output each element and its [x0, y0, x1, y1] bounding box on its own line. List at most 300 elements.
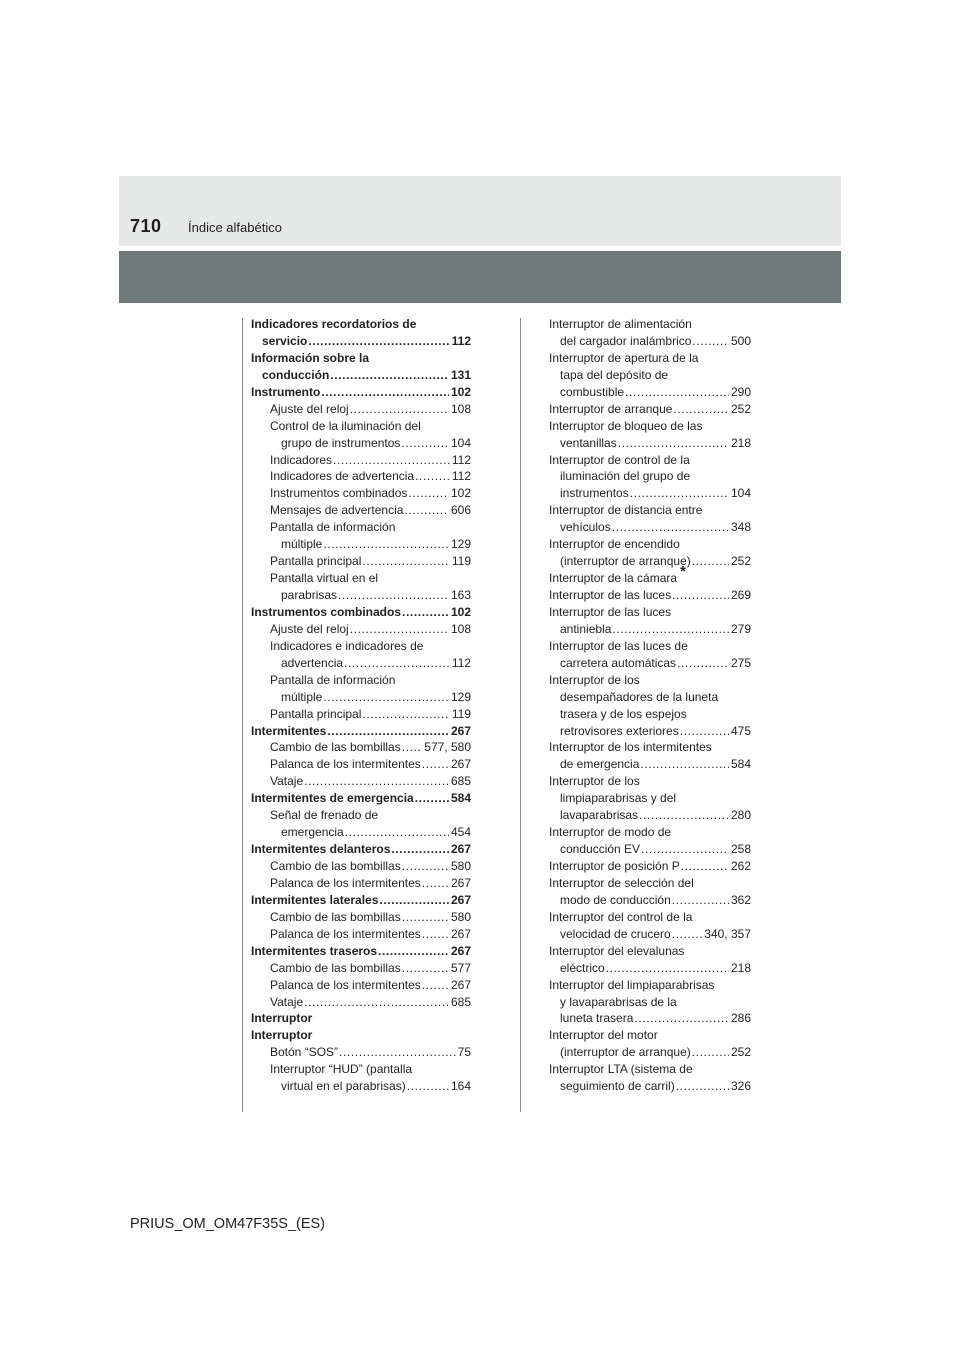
index-entry-page: 108	[450, 621, 471, 636]
index-entry-text: Interruptor de control de la	[549, 452, 690, 467]
index-entry-text: Interruptor de arranque	[549, 401, 673, 416]
index-entry-page: 685	[450, 994, 471, 1009]
index-entry	[549, 807, 751, 824]
dot-leader	[625, 384, 729, 401]
dot-leader	[338, 587, 449, 604]
index-entry	[549, 739, 751, 756]
index-entry-text: Instrumentos combinados	[251, 604, 402, 619]
dot-leader	[612, 621, 729, 638]
index-entry-page: 348	[730, 520, 751, 535]
index-entry-text: Palanca de los intermitentes	[270, 757, 421, 772]
index-entry	[549, 536, 751, 553]
index-entry	[251, 587, 471, 604]
index-entry	[251, 452, 471, 469]
index-entry-page: 267	[450, 875, 471, 890]
index-entry-text: Interruptor de bloqueo de las	[549, 418, 703, 433]
index-entry	[549, 587, 751, 604]
dot-leader	[640, 756, 729, 773]
index-column-left	[251, 316, 471, 1095]
index-entry-text: Intermitentes	[251, 723, 327, 738]
index-entry-text: Interruptor	[251, 1011, 313, 1026]
index-entry-text: desempañadores de la luneta	[560, 689, 719, 704]
index-entry-text: emergencia	[281, 825, 344, 840]
index-entry	[549, 367, 751, 384]
index-entry-text: instrumentos	[560, 486, 629, 501]
index-entry	[549, 858, 751, 875]
index-entry-text: Instrumentos combinados	[270, 486, 408, 501]
index-entry	[251, 672, 471, 689]
index-entry-page: 580	[450, 909, 471, 924]
dot-leader	[692, 333, 729, 350]
index-entry-page: 112	[451, 469, 471, 484]
index-entry-text: ventanillas	[560, 435, 617, 450]
index-entry-page: 258	[730, 842, 751, 857]
index-entry-text: Interruptor de distancia entre	[549, 503, 703, 518]
index-entry-page: 108	[450, 401, 471, 416]
index-entry	[549, 977, 751, 994]
index-entry	[549, 926, 751, 943]
index-entry-text: trasera y de los espejos	[560, 706, 687, 721]
index-entry-page: 252	[730, 1045, 751, 1060]
index-entry-text: Control de la iluminación del	[270, 418, 421, 433]
index-entry	[251, 689, 471, 706]
index-entry-page: 580	[450, 859, 471, 873]
index-entry	[251, 435, 471, 452]
dot-leader	[672, 892, 729, 909]
index-entry-page: 75	[457, 1045, 471, 1060]
index-entry	[549, 943, 751, 960]
index-entry-text: Interruptor de las luces de	[549, 638, 688, 653]
index-entry	[549, 875, 751, 892]
index-entry-text: iluminación del grupo de	[560, 469, 691, 484]
index-entry-page: 606	[450, 503, 471, 518]
index-entry-page: 286	[730, 1011, 751, 1026]
index-entry	[251, 502, 471, 519]
dot-leader	[323, 536, 449, 553]
index-entry	[251, 1061, 471, 1078]
dot-leader	[333, 452, 450, 469]
index-entry-page: 267	[450, 842, 471, 857]
index-entry-page: 112	[451, 333, 471, 348]
index-entry-page: 584	[450, 791, 471, 806]
index-entry	[549, 418, 751, 435]
index-entry-page: 131	[450, 367, 471, 382]
index-entry	[251, 892, 471, 909]
index-entry-text: eléctrico	[560, 960, 605, 975]
index-entry	[549, 892, 751, 909]
dot-leader	[422, 875, 449, 892]
index-entry-page: 685	[450, 774, 471, 789]
index-entry-text: Botón “SOS”	[270, 1045, 339, 1060]
dot-leader	[402, 909, 449, 926]
index-entry-text: Interruptor de encendido	[549, 537, 680, 552]
index-entry-text: Interruptor del limpiaparabrisas	[549, 977, 715, 992]
index-entry	[549, 706, 751, 723]
index-entry-page: 454	[450, 825, 471, 840]
index-entry-page: 218	[730, 960, 751, 975]
index-entry-text: Intermitentes traseros	[251, 943, 378, 958]
index-entry-text: Indicadores de advertencia	[270, 469, 415, 484]
index-entry-text: limpiaparabrisas y del	[560, 791, 677, 806]
index-entry-text: Pantalla principal	[270, 554, 362, 569]
index-entry	[549, 655, 751, 672]
index-entry	[549, 1044, 751, 1061]
index-entry	[251, 638, 471, 655]
index-entry-text: Interruptor de modo de	[549, 825, 672, 840]
index-entry-text: Cambio de las bombillas	[270, 859, 401, 873]
index-entry-page: 112	[451, 655, 471, 670]
index-entry-page: 119	[451, 706, 471, 721]
index-entry-text: lavaparabrisas	[560, 808, 639, 823]
dot-leader	[391, 841, 449, 858]
index-entry-text: Interruptor de apertura de la	[549, 350, 699, 365]
index-entry-text: Intermitentes laterales	[251, 892, 379, 907]
dot-leader	[415, 468, 450, 485]
index-entry-page: 340, 357	[704, 926, 751, 941]
index-entry	[251, 756, 471, 773]
index-entry	[251, 401, 471, 418]
index-entry-text: Indicadores recordatorios de	[251, 317, 417, 331]
index-entry-page: 269	[730, 588, 751, 602]
index-entry	[251, 604, 471, 621]
dot-leader	[362, 706, 449, 723]
index-entry	[251, 468, 471, 485]
index-entry	[251, 943, 471, 960]
index-entry	[251, 875, 471, 892]
index-entry	[251, 858, 471, 875]
dot-leader	[672, 587, 729, 604]
index-entry	[251, 807, 471, 824]
index-entry-page: 362	[730, 892, 751, 907]
index-entry	[549, 452, 751, 469]
index-entry	[251, 367, 471, 384]
dot-leader	[634, 1010, 729, 1027]
index-entry-text: tapa del depósito de	[560, 367, 669, 382]
dot-leader	[344, 655, 450, 672]
index-entry	[251, 909, 471, 926]
dot-leader	[612, 519, 729, 536]
index-entry-text: Interruptor de posición P	[549, 859, 680, 873]
index-entry	[549, 994, 751, 1011]
index-entry	[549, 841, 751, 858]
index-entry	[251, 333, 471, 350]
page-number: 710	[130, 216, 162, 236]
index-entry-text: múltiple	[281, 537, 323, 552]
dot-leader	[676, 1078, 729, 1095]
index-entry	[549, 384, 751, 401]
index-entry	[549, 638, 751, 655]
index-entry-page: 267	[450, 943, 471, 958]
index-entry-text: Pantalla de información	[270, 520, 396, 535]
index-entry-page: 290	[730, 384, 751, 399]
index-entry	[549, 553, 751, 570]
dot-leader	[304, 773, 449, 790]
index-entry-text: conducción	[262, 367, 330, 382]
index-entry-text: Interruptor de selección del	[549, 875, 694, 890]
dot-leader	[407, 1078, 449, 1095]
index-entry	[549, 316, 751, 333]
index-column-right	[549, 316, 751, 1095]
dot-leader	[308, 333, 449, 350]
index-entry-text: Cambio de las bombillas	[270, 960, 401, 975]
index-entry	[251, 485, 471, 502]
index-entry	[549, 519, 751, 536]
index-entry-text: Interruptor del motor	[549, 1028, 658, 1043]
index-entry-text: modo de conducción	[560, 892, 671, 907]
dot-leader	[673, 401, 729, 418]
index-entry	[251, 570, 471, 587]
index-entry	[549, 1010, 751, 1027]
index-entry	[251, 1010, 471, 1027]
index-entry-page: 102	[450, 486, 471, 501]
index-entry	[251, 316, 471, 333]
index-entry-text: y lavaparabrisas de la	[560, 994, 677, 1009]
index-entry-text: Ajuste del reloj	[270, 401, 349, 416]
index-entry	[549, 1027, 751, 1044]
dot-leader	[323, 689, 449, 706]
index-entry	[251, 824, 471, 841]
index-entry-page: 119	[451, 554, 471, 569]
index-entry-text: (interruptor de arranque)	[560, 1045, 691, 1060]
index-entry	[251, 926, 471, 943]
dot-leader	[692, 553, 729, 570]
dot-leader	[350, 401, 449, 418]
dot-leader	[350, 621, 449, 638]
index-entry-text: Interruptor LTA (sistema de	[549, 1062, 693, 1077]
index-entry-page: 577, 580	[424, 740, 471, 755]
index-entry	[549, 824, 751, 841]
index-entry-text: parabrisas	[281, 588, 338, 602]
index-entry	[251, 960, 471, 977]
dot-leader	[677, 655, 729, 672]
index-entry-text: Pantalla de información	[270, 672, 396, 687]
index-entry	[251, 723, 471, 740]
index-entry	[251, 841, 471, 858]
dot-leader	[618, 435, 729, 452]
index-entry	[251, 706, 471, 723]
index-entry	[549, 756, 751, 773]
index-entry	[549, 468, 751, 485]
index-entry-page: 326	[730, 1079, 751, 1094]
index-entry-text: Información sobre la	[251, 350, 370, 365]
index-entry	[549, 502, 751, 519]
index-entry	[549, 1078, 751, 1095]
index-entry-page: 279	[730, 621, 751, 636]
index-entry-text: Interruptor del elevalunas	[549, 943, 685, 958]
dot-leader	[402, 858, 449, 875]
index-entry	[549, 435, 751, 452]
dot-leader	[304, 994, 449, 1011]
dot-leader	[606, 960, 729, 977]
index-entry	[549, 689, 751, 706]
index-entry	[251, 1044, 471, 1061]
dot-leader	[345, 824, 449, 841]
index-entry-text: Vataje	[270, 774, 304, 789]
dot-leader	[408, 485, 449, 502]
index-entry	[251, 384, 471, 401]
index-entry-page: 102	[450, 604, 471, 619]
index-entry	[251, 553, 471, 570]
dot-leader	[321, 384, 449, 401]
index-entry	[251, 350, 471, 367]
index-entry-text: Intermitentes de emergencia	[251, 791, 414, 806]
index-entry	[251, 739, 471, 756]
index-entry-text: de emergencia	[560, 757, 640, 772]
dot-leader	[402, 739, 423, 756]
index-entry-page: 102	[450, 384, 471, 399]
dot-leader	[402, 604, 449, 621]
index-entry	[251, 536, 471, 553]
dot-leader	[641, 841, 729, 858]
index-entry-text: Señal de frenado de	[270, 808, 379, 823]
index-entry	[251, 519, 471, 536]
dot-leader	[639, 807, 729, 824]
index-entry-page: 252	[730, 554, 751, 569]
index-entry-text: Interruptor de los	[549, 672, 640, 687]
index-entry	[549, 485, 751, 502]
index-entry-page: 262	[730, 859, 751, 873]
index-entry-text: virtual en el parabrisas)	[281, 1079, 406, 1094]
index-entry-text: Palanca de los intermitentes	[270, 977, 421, 992]
index-entry	[549, 723, 751, 740]
index-entry	[549, 672, 751, 689]
index-entry	[549, 333, 751, 350]
index-entry-text: Interruptor de las luces	[549, 588, 672, 602]
index-entry-text: antiniebla	[560, 621, 612, 636]
index-entry	[549, 909, 751, 926]
index-entry-text: Pantalla virtual en el	[270, 571, 379, 586]
index-entry-text: Pantalla principal	[270, 706, 362, 721]
dark-header-band	[119, 251, 841, 303]
index-entry-text: Interruptor “HUD” (pantalla	[270, 1062, 413, 1077]
index-entry	[549, 960, 751, 977]
index-entry-text: Interruptor de los intermitentes	[549, 740, 712, 755]
index-entry	[251, 977, 471, 994]
index-entry	[549, 350, 751, 367]
dot-leader	[630, 485, 729, 502]
index-entry-text: (interruptor de arranque)	[560, 554, 691, 569]
index-entry-text: Interruptor de las luces	[549, 604, 672, 619]
index-entry-text: seguimiento de carril)	[560, 1079, 675, 1094]
index-entry	[549, 621, 751, 638]
index-entry	[251, 1078, 471, 1095]
index-entry	[549, 790, 751, 807]
index-entry-page: 275	[730, 655, 751, 670]
dot-leader	[362, 553, 449, 570]
dot-leader	[402, 960, 449, 977]
dot-leader	[422, 977, 449, 994]
index-entry-text: Mensajes de advertencia	[270, 503, 404, 518]
dot-leader	[327, 723, 449, 740]
index-entry-page: 577	[450, 960, 471, 975]
index-entry-text: Interruptor de alimentación	[549, 317, 692, 331]
index-entry-text: advertencia	[281, 655, 344, 670]
index-entry-text: Cambio de las bombillas	[270, 909, 401, 924]
index-entry	[251, 655, 471, 672]
dot-leader	[330, 367, 449, 384]
footnote-star: *	[680, 563, 686, 581]
index-entry-text: grupo de instrumentos	[281, 435, 401, 450]
index-entry	[251, 790, 471, 807]
index-entry-text: Intermitentes delanteros	[251, 842, 391, 857]
index-entry-text: carretera automáticas	[560, 655, 677, 670]
index-entry-page: 267	[450, 926, 471, 941]
dot-leader	[378, 943, 449, 960]
index-entry-page: 267	[450, 723, 471, 738]
index-entry-page: 500	[730, 333, 751, 348]
dot-leader	[415, 790, 449, 807]
dot-leader	[681, 858, 729, 875]
index-entry-page: 280	[730, 808, 751, 823]
index-entry-text: Interruptor de la cámara	[549, 571, 678, 586]
index-entry-page: 218	[730, 435, 751, 450]
index-entry-text: múltiple	[281, 689, 323, 704]
dot-leader	[672, 926, 703, 943]
left-column-rule	[242, 318, 243, 1112]
index-entry-page: 584	[730, 757, 751, 772]
index-entry-text: luneta trasera	[560, 1011, 634, 1026]
index-entry-text: vehículos	[560, 520, 611, 535]
index-entry-text: Palanca de los intermitentes	[270, 875, 421, 890]
index-entry-page: 104	[730, 486, 751, 501]
index-entry-page: 129	[450, 689, 471, 704]
index-entry-text: Indicadores	[270, 452, 333, 467]
index-entry-page: 164	[450, 1079, 471, 1094]
index-entry-text: Ajuste del reloj	[270, 621, 349, 636]
index-entry-text: Vataje	[270, 994, 304, 1009]
index-entry-text: conducción EV	[560, 842, 641, 857]
dot-leader	[379, 892, 449, 909]
middle-column-rule	[520, 318, 521, 1112]
index-entry	[251, 418, 471, 435]
dot-leader	[692, 1044, 729, 1061]
index-entry-page: 252	[730, 401, 751, 416]
index-entry-text: Instrumento	[251, 384, 321, 399]
dot-leader	[422, 756, 449, 773]
index-entry	[549, 401, 751, 418]
index-entry	[251, 994, 471, 1011]
dot-leader	[680, 723, 729, 740]
index-entry-text: del cargador inalámbrico	[560, 333, 692, 348]
index-entry-page: 104	[450, 435, 471, 450]
index-entry-page: 163	[450, 588, 471, 602]
index-entry-text: Cambio de las bombillas	[270, 740, 401, 755]
index-entry	[251, 1027, 471, 1044]
index-entry-text: retrovisores exteriores	[560, 723, 679, 738]
index-entry	[251, 773, 471, 790]
index-entry	[549, 604, 751, 621]
index-entry-text: Indicadores e indicadores de	[270, 638, 424, 653]
dot-leader	[404, 502, 449, 519]
index-entry-page: 267	[450, 977, 471, 992]
index-entry-text: combustible	[560, 384, 625, 399]
dot-leader	[339, 1044, 456, 1061]
index-entry	[251, 621, 471, 638]
index-entry-text: Interruptor de los	[549, 774, 640, 789]
document-code: PRIUS_OM_OM47F35S_(ES)	[130, 1216, 326, 1232]
index-entry-text: Palanca de los intermitentes	[270, 926, 421, 941]
section-title: Índice alfabético	[188, 220, 282, 235]
index-entry-page: 129	[450, 537, 471, 552]
dot-leader	[422, 926, 449, 943]
dot-leader	[401, 435, 449, 452]
index-entry-text: velocidad de crucero	[560, 926, 671, 941]
index-entry-page: 267	[450, 892, 471, 907]
index-entry-page: 475	[730, 723, 751, 738]
index-entry-text: Interruptor del control de la	[549, 909, 693, 924]
index-entry	[549, 563, 751, 587]
index-entry-text: servicio	[262, 333, 308, 348]
